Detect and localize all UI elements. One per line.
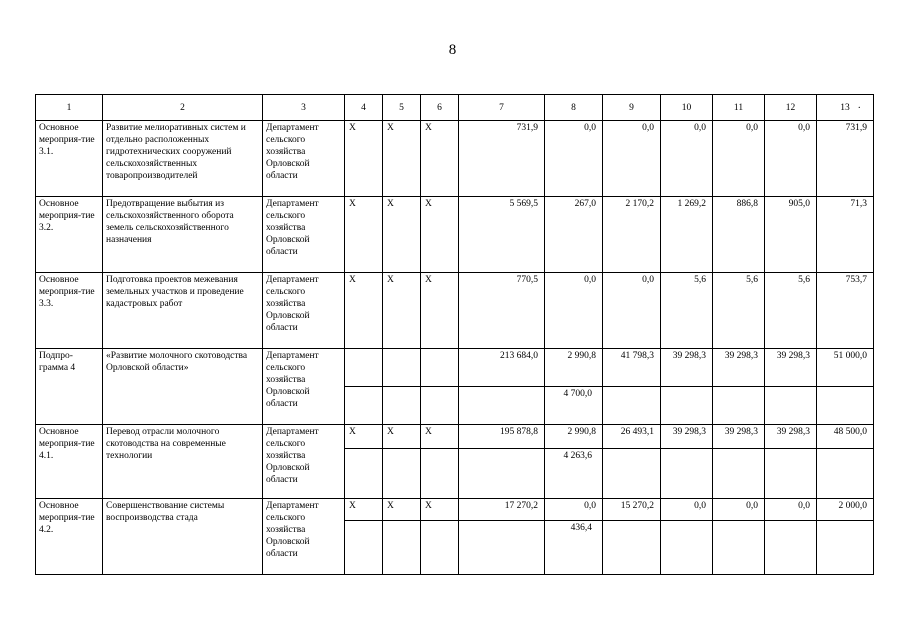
cell-col8: 0,0	[545, 273, 603, 349]
cell-col4: Х	[345, 425, 383, 449]
page-number: 8	[448, 42, 457, 58]
cell-col5: Х	[383, 121, 421, 197]
cell-col5: Х	[383, 273, 421, 349]
budget-table	[35, 94, 874, 575]
cell-col9: 0,0	[603, 121, 661, 197]
table-row	[36, 349, 874, 387]
cell-col9: 15 270,2	[603, 499, 661, 521]
cell-col13: 71,3	[817, 197, 874, 273]
header-row	[36, 95, 874, 121]
column-header: 2	[103, 95, 263, 121]
cell-col6: Х	[421, 197, 459, 273]
cell-col10: 1 269,2	[661, 197, 713, 273]
cell-col8: 267,0	[545, 197, 603, 273]
cell-col10: 39 298,3	[661, 349, 713, 387]
table-row	[36, 273, 874, 349]
cell-col5: Х	[383, 425, 421, 449]
cell-col7: 195 878,8	[459, 425, 545, 449]
cell-col8: 2 990,8	[545, 349, 603, 387]
cell-col9: 41 798,3	[603, 349, 661, 387]
cell-col12: 0,0	[765, 121, 817, 197]
cell-col5	[383, 349, 421, 387]
cell-col6: Х	[421, 273, 459, 349]
cell-col7: 731,9	[459, 121, 545, 197]
cell-col13: 731,9	[817, 121, 874, 197]
column-header: 4	[345, 95, 383, 121]
cell-col10: 0,0	[661, 121, 713, 197]
cell-col4: Х	[345, 197, 383, 273]
row-department: Департамент сельского хозяйства Орловской области	[263, 349, 345, 425]
column-header: 9	[603, 95, 661, 121]
column-header: 12	[765, 95, 817, 121]
cell-col6: Х	[421, 425, 459, 449]
row-code: Основное мероприя-тие 4.1.	[36, 425, 103, 499]
row-department: Департамент сельского хозяйства Орловской области	[263, 425, 345, 499]
column-header: 13	[817, 95, 874, 121]
cell-col11: 0,0	[713, 121, 765, 197]
row-department: Департамент сельского хозяйства Орловской области	[263, 121, 345, 197]
cell-col9: 26 493,1	[603, 425, 661, 449]
cell-col7: 5 569,5	[459, 197, 545, 273]
cell-col8: 2 990,8	[545, 425, 603, 449]
row-code: Основное мероприя-тие 3.1.	[36, 121, 103, 197]
cell-col10: 39 298,3	[661, 425, 713, 449]
cell-col12: 905,0	[765, 197, 817, 273]
cell-col6: Х	[421, 121, 459, 197]
row-code: Основное мероприя-тие 3.3.	[36, 273, 103, 349]
row-name: Совершенствование системы воспроизводства стада	[103, 499, 263, 575]
cell-col4: Х	[345, 499, 383, 521]
column-header: 10	[661, 95, 713, 121]
cell-col8-sub: 436,4	[545, 521, 603, 575]
cell-col11: 5,6	[713, 273, 765, 349]
cell-col5: Х	[383, 197, 421, 273]
column-header: 11	[713, 95, 765, 121]
row-name: Предотвращение выбытия из сельскохозяйственного оборота земель сельскохозяйственного назначения	[103, 197, 263, 273]
cell-col4: Х	[345, 273, 383, 349]
cell-col6	[421, 349, 459, 387]
cell-col5: Х	[383, 499, 421, 521]
table-row	[36, 425, 874, 449]
cell-col8: 0,0	[545, 499, 603, 521]
column-header: 5	[383, 95, 421, 121]
cell-col9: 2 170,2	[603, 197, 661, 273]
row-name: Перевод отрасли молочного скотоводства на современные технологии	[103, 425, 263, 499]
cell-col10: 0,0	[661, 499, 713, 521]
row-name: Подготовка проектов межевания земельных участков и проведение кадастровых работ	[103, 273, 263, 349]
cell-col10: 5,6	[661, 273, 713, 349]
row-name: Развитие мелиоративных систем и отдельно расположенных гидротехнических сооружений сельскохозяйственных товаропроизводителей	[103, 121, 263, 197]
cell-col13: 2 000,0	[817, 499, 874, 521]
column-header: 6	[421, 95, 459, 121]
row-code: Основное мероприя-тие 4.2.	[36, 499, 103, 575]
cell-col4	[345, 349, 383, 387]
table-row	[36, 121, 874, 197]
row-name: «Развитие молочного скотоводства Орловской области»	[103, 349, 263, 425]
cell-col13: 48 500,0	[817, 425, 874, 449]
cell-col12: 39 298,3	[765, 349, 817, 387]
cell-col11: 39 298,3	[713, 349, 765, 387]
cell-col13: 753,7	[817, 273, 874, 349]
cell-col7: 213 684,0	[459, 349, 545, 387]
cell-col11: 0,0	[713, 499, 765, 521]
cell-col7: 770,5	[459, 273, 545, 349]
column-header: 8	[545, 95, 603, 121]
cell-col9: 0,0	[603, 273, 661, 349]
row-code: Подпро-грамма 4	[36, 349, 103, 425]
column-header: 1	[36, 95, 103, 121]
cell-col4: Х	[345, 121, 383, 197]
cell-col8-sub: 4 700,0	[545, 387, 603, 425]
cell-col12: 0,0	[765, 499, 817, 521]
table-row	[36, 197, 874, 273]
cell-col12: 39 298,3	[765, 425, 817, 449]
column-header: 3	[263, 95, 345, 121]
cell-col8-sub: 4 263,6	[545, 449, 603, 499]
cell-col11: 39 298,3	[713, 425, 765, 449]
row-department: Департамент сельского хозяйства Орловской области	[263, 273, 345, 349]
table-row	[36, 499, 874, 521]
row-code: Основное мероприя-тие 3.2.	[36, 197, 103, 273]
cell-col7: 17 270,2	[459, 499, 545, 521]
cell-col12: 5,6	[765, 273, 817, 349]
column-header: 7	[459, 95, 545, 121]
cell-col11: 886,8	[713, 197, 765, 273]
row-department: Департамент сельского хозяйства Орловской области	[263, 499, 345, 575]
cell-col6: Х	[421, 499, 459, 521]
cell-col13: 51 000,0	[817, 349, 874, 387]
stray-dot: .	[858, 100, 861, 111]
row-department: Департамент сельского хозяйства Орловской области	[263, 197, 345, 273]
cell-col8: 0,0	[545, 121, 603, 197]
